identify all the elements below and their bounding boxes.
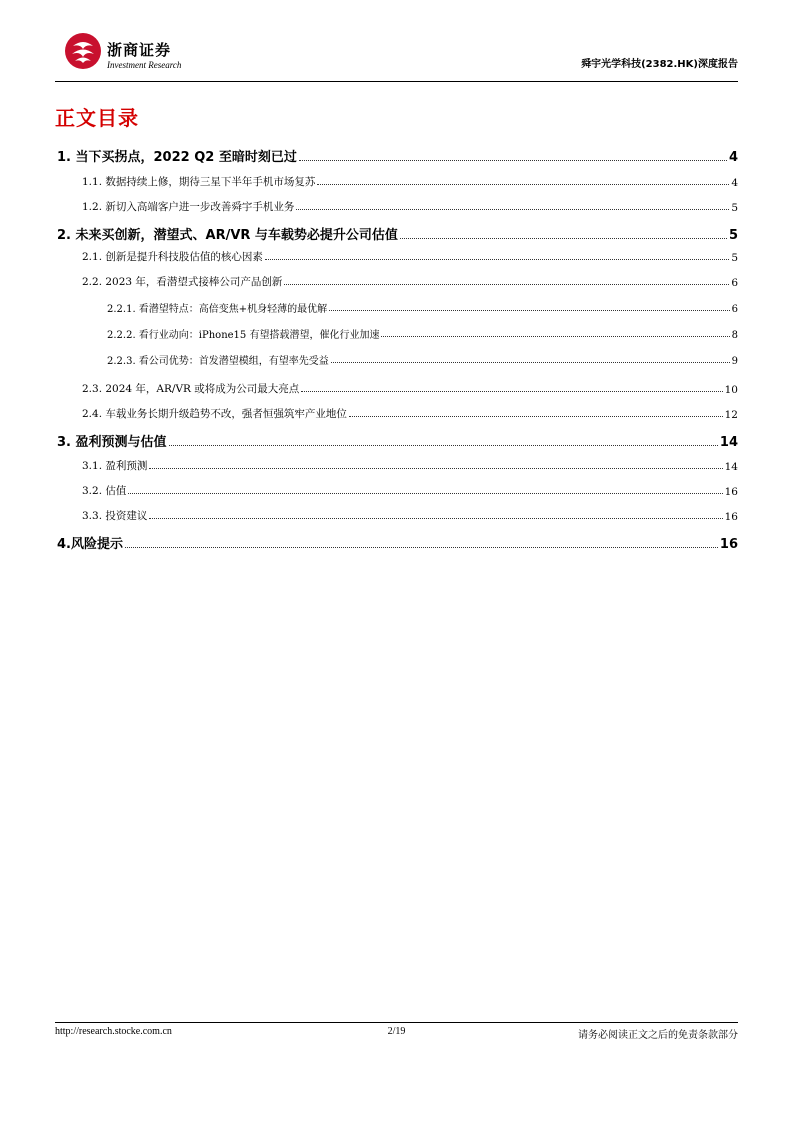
toc-entry[interactable]	[55, 431, 738, 450]
toc-entry[interactable]	[55, 224, 738, 243]
toc-entry-page: 6	[731, 277, 738, 289]
toc-entry-label: 2. 未来买创新，潜望式、AR/VR 与车载势必提升公司估值	[57, 228, 398, 243]
toc-entry-page: 5	[731, 202, 738, 214]
toc-dot-leader	[296, 209, 729, 210]
brand-name-cn: 浙商证券	[107, 41, 172, 59]
toc-entry-label: 3.2. 估值	[82, 485, 127, 497]
toc-entry-page: 14	[724, 461, 738, 473]
toc-entry-page: 16	[719, 537, 738, 552]
footer-disclaimer: 请务必阅读正文之后的免责条款部分	[578, 1030, 738, 1041]
toc-entry-label: 4.风险提示	[57, 537, 123, 552]
footer-divider	[55, 1022, 738, 1023]
page-title: 正文目录	[55, 106, 139, 130]
toc-entry-label: 2.3. 2024 年，AR/VR 或将成为公司最大亮点	[82, 383, 300, 395]
toc-dot-leader	[169, 445, 718, 446]
toc-entry-label: 2.4. 车载业务长期升级趋势不改，强者恒强筑牢产业地位	[82, 408, 347, 420]
report-title: 舜宇光学科技(2382.HK)深度报告	[581, 59, 738, 70]
toc-entry-label: 1.1. 数据持续上修，期待三星下半年手机市场复苏	[82, 176, 316, 188]
toc-entry-label: 3.3. 投资建议	[82, 510, 148, 522]
toc-dot-leader	[400, 238, 727, 239]
toc-dot-leader	[349, 416, 723, 417]
brand-name-en: Investment Research	[107, 60, 182, 70]
toc-dot-leader	[329, 310, 729, 311]
toc-dot-leader	[125, 547, 718, 548]
toc-entry-label: 3. 盈利预测与估值	[57, 435, 167, 450]
toc-entry-label: 2.1. 创新是提升科技股估值的核心因素	[82, 251, 263, 263]
toc-entry-page: 8	[731, 330, 738, 341]
toc-entry[interactable]	[55, 352, 738, 367]
toc-dot-leader	[301, 391, 722, 392]
toc-entry-label: 1.2. 新切入高端客户进一步改善舜宇手机业务	[82, 201, 295, 213]
toc-entry[interactable]	[55, 146, 738, 165]
toc-dot-leader	[331, 362, 730, 363]
toc-entry[interactable]	[55, 274, 738, 289]
toc-entry-label: 2.2. 2023 年，看潜望式接棒公司产品创新	[82, 276, 283, 288]
toc-entry-label: 3.1. 盈利预测	[82, 460, 148, 472]
footer-url[interactable]: http://research.stocke.com.cn	[55, 1026, 172, 1037]
toc-entry[interactable]	[55, 533, 738, 552]
toc-entry-label: 2.2.3. 看公司优势：首发潜望模组，有望率先受益	[107, 356, 329, 367]
toc-entry[interactable]	[55, 458, 738, 473]
footer-page-number: 2/19	[387, 1026, 406, 1037]
toc-entry[interactable]	[55, 326, 738, 341]
toc-entry-page: 14	[719, 435, 738, 450]
toc-entry-page: 16	[724, 511, 738, 523]
toc-dot-leader	[128, 493, 722, 494]
toc-entry[interactable]	[55, 406, 738, 421]
toc-entry[interactable]	[55, 174, 738, 189]
header-divider	[55, 81, 738, 82]
toc-dot-leader	[149, 468, 722, 469]
toc-entry-page: 9	[731, 356, 738, 367]
toc-entry-page: 4	[731, 177, 738, 189]
zheshang-logo-icon	[64, 32, 102, 70]
toc-entry[interactable]	[55, 508, 738, 523]
toc-entry-page: 5	[731, 252, 738, 264]
toc-dot-leader	[265, 259, 729, 260]
toc-entry[interactable]	[55, 249, 738, 264]
toc-entry-page: 12	[724, 409, 738, 421]
toc-dot-leader	[284, 284, 729, 285]
toc-entry-label: 2.2.1. 看潜望特点：高倍变焦+机身轻薄的最优解	[107, 304, 328, 315]
toc-entry-label: 2.2.2. 看行业动向：iPhone15 有望搭载潜望，催化行业加速	[107, 330, 380, 341]
toc-entry-page: 4	[728, 150, 738, 165]
toc-entry[interactable]	[55, 300, 738, 315]
toc-dot-leader	[381, 336, 729, 337]
toc-dot-leader	[299, 160, 727, 161]
toc-entry[interactable]	[55, 483, 738, 498]
toc-entry[interactable]	[55, 199, 738, 214]
page-header	[55, 32, 738, 76]
toc-dot-leader	[317, 184, 729, 185]
toc-entry-label: 1. 当下买拐点，2022 Q2 至暗时刻已过	[57, 150, 297, 165]
toc-entry-page: 6	[731, 304, 738, 315]
toc-entry-page: 16	[724, 486, 738, 498]
toc-dot-leader	[149, 518, 722, 519]
toc-entry[interactable]	[55, 381, 738, 396]
toc-entry-page: 5	[728, 228, 738, 243]
toc-entry-page: 10	[724, 384, 738, 396]
